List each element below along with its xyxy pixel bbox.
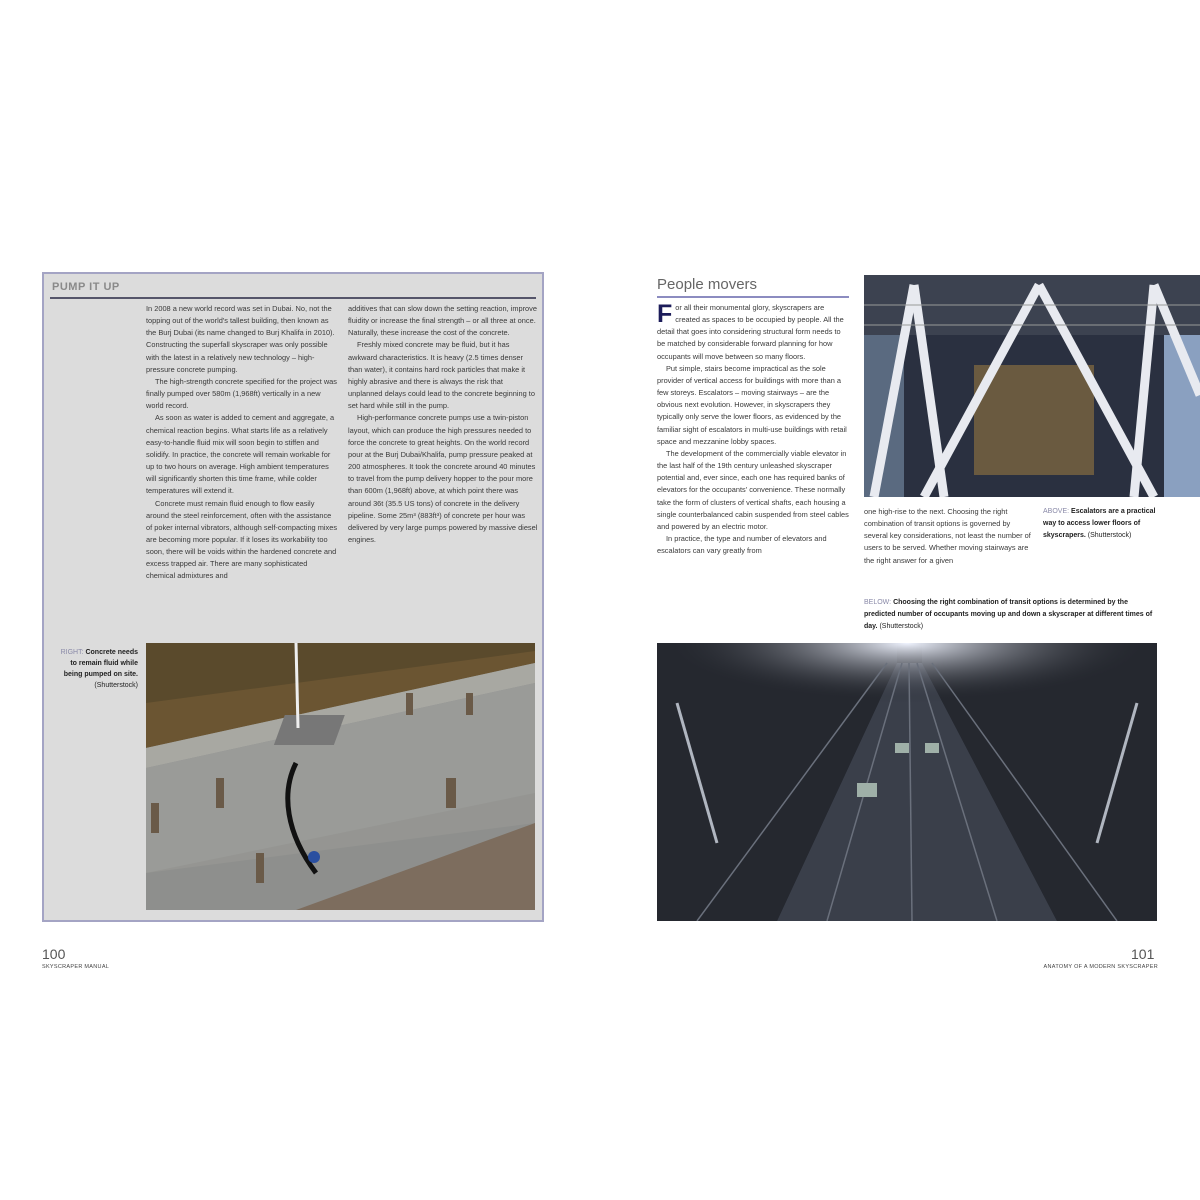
paragraph: Freshly mixed concrete may be fluid, but it has awkward characteristics. It is heavy (2.5 times denser than water), it contains hard rock particles that make it highly abrasive and there is always the risk that unplanned delays could lead to the concrete beginning to set hard while still in the pump. <box>348 340 535 411</box>
box-title-rule <box>50 297 536 299</box>
paragraph: High-performance concrete pumps use a twin-piston layout, which can produce the high pressures needed to force the concrete to great heights. On the world record pour at the Burj Dubai/Khalifa, pump pressure peaked at 200 atmospheres. It took the concrete around 40 minutes to travel from the pump delivery hopper to the pour more than 600m (1,968ft) above, at which point there was around 36t (35.5 US tons) of concrete in the delivery pipeline. Some 25m³ (883ft³) of concrete per hour was delivered by very large pumps powered by massive diesel engines. <box>348 413 538 544</box>
section-title: People movers <box>657 276 758 293</box>
paragraph: Put simple, stairs become impractical as the sole provider of vertical access for buildings with more than a few storeys. Escalators – moving stairways – are the obvious next evolution. However, in skyscrapers they typically only serve the lower floors, as evidenced by the familiar sight of escalators in multi-use buildings with retail space and mezzanine lobby spaces. <box>657 363 847 446</box>
left-column-1 <box>146 303 338 583</box>
elevator-shaft-photo <box>657 643 1157 921</box>
paragraph: As soon as water is added to cement and aggregate, a chemical reaction begins. What starts life as a relatively easy-to-handle fluid mix will soon begin to stiffen and solidify. In practice, the concrete will remain workable for up to two hours on average. High ambient temperatures will significantly shorten this time frame, while colder temperatures will extend it. <box>146 413 335 496</box>
elevator-photo-caption <box>864 597 1160 633</box>
right-column-1 <box>657 302 849 557</box>
caption-tag: RIGHT: <box>60 649 84 656</box>
caption-credit: (Shutterstock) <box>879 623 924 630</box>
caption-credit: (Shutterstock) <box>1087 532 1132 539</box>
concrete-photo-caption <box>54 647 138 691</box>
caption-text: Choosing the right combination of transit options is determined by the predicted number of occupants moving up and down a skyscraper at different times of day. <box>864 599 1153 630</box>
caption-tag: BELOW: <box>864 599 892 606</box>
paragraph: The high-strength concrete specified for the project was finally pumped over 580m (1,968ft) vertically in a new world record. <box>146 376 337 411</box>
right-footer: ANATOMY OF A MODERN SKYSCRAPER <box>1043 964 1158 970</box>
left-page-number: 100 <box>42 946 66 962</box>
paragraph: Concrete must remain fluid enough to flow easily around the steel reinforcement, often with the assistance of poker internal vibrators, although self-compacting mixes are becoming more popular. If it loses its workability too soon, there will be voids within the hardened concrete and excess trapped air. There are many sophisticated chemical admixtures and <box>146 498 338 581</box>
paragraph: In practice, the type and number of elevators and escalators can vary greatly from <box>657 533 827 556</box>
paragraph: In 2008 a new world record was set in Dubai. No, not the topping out of the world's tallest building, then known as the Burj Dubai (its name changed to Burj Khalifa in 2010). Constructing the superfall skyscraper was only possible with the latest in a relatively new technology – high-pressure concrete pumping. <box>146 304 335 374</box>
left-footer: SKYSCRAPER MANUAL <box>42 964 110 970</box>
caption-text: Concrete needs to remain fluid while being pumped on site. <box>63 649 138 678</box>
box-title: PUMP IT UP <box>52 281 120 293</box>
caption-tag: ABOVE: <box>1043 508 1070 515</box>
paragraph: For all their monumental glory, skyscrapers are created as spaces to be occupied by people. All the detail that goes into considering structural form needs to be matched by considerable forward planning for how occupants will move between so many floors. <box>657 300 844 361</box>
caption-credit: (Shutterstock) <box>94 682 138 689</box>
right-column-2 <box>864 506 1036 567</box>
left-column-2 <box>348 303 538 546</box>
paragraph: one high-rise to the next. Choosing the right combination of transit options is governed by several key considerations, not least the number of users to be served. Whether moving stairways are the right answer for a given <box>864 507 1031 565</box>
escalator-atrium-photo <box>864 275 1200 497</box>
paragraph: additives that can slow down the setting reaction, improve fluidity or increase the final strength – or all three at once. Naturally, these increase the cost of the concrete. <box>348 304 537 338</box>
escalator-photo-caption <box>1043 506 1159 542</box>
caption-text: Escalators are a practical way to access lower floors of skyscrapers. <box>1043 508 1156 539</box>
paragraph: The development of the commercially viable elevator in the last half of the 19th century unleashed skyscraper potential and, ever since, each one has required banks of elevators for the occupants' convenience. These normally take the form of clusters of vertical shafts, each housing a single counterbalanced cabin suspended from steel cables and powered by an electric motor. <box>657 448 849 531</box>
concrete-pumping-photo <box>146 643 535 910</box>
right-page-number: 101 <box>1131 946 1155 962</box>
title-rule <box>657 296 849 298</box>
